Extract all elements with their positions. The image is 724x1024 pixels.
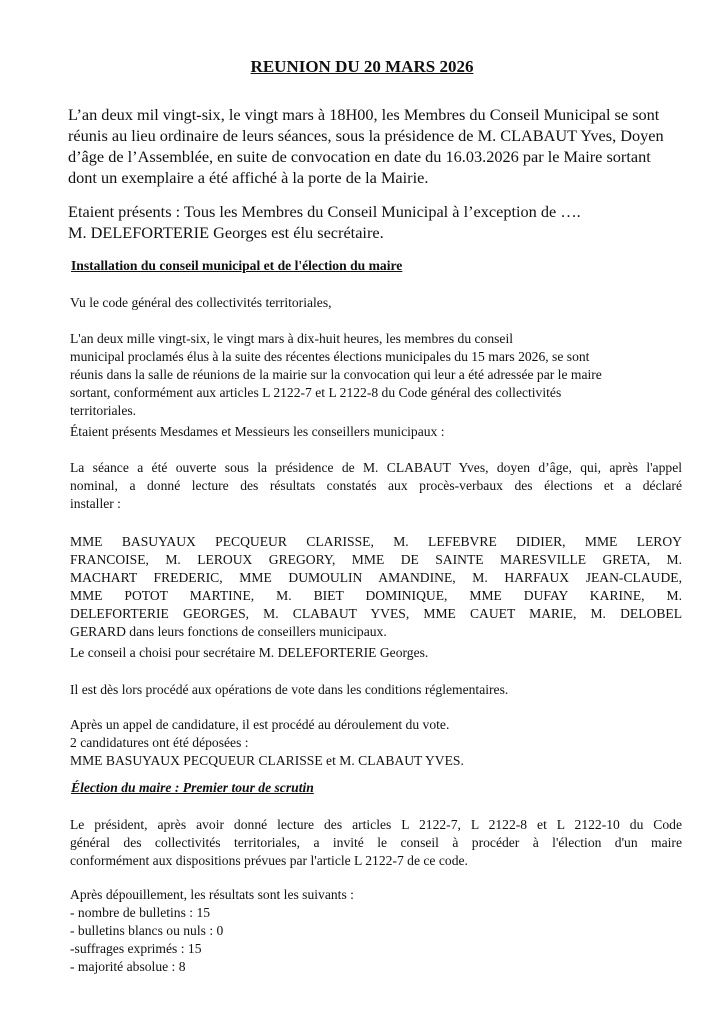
seance-paragraph <box>70 459 682 513</box>
text-line: d’âge de l’Assemblée, en suite de convocation en date du 16.03.2026 par le Maire sortant <box>68 147 651 166</box>
vu-paragraph <box>70 294 682 312</box>
members-paragraph <box>70 533 682 641</box>
result-item: - nombre de bulletins : 15 <box>70 905 211 920</box>
text-line: dont un exemplaire a été affiché à la porte de la Mairie. <box>68 168 429 187</box>
text-line: conformément aux dispositions prévues par l'article L 2122-7 de ce code. <box>70 853 468 868</box>
text-line: réunis au lieu ordinaire de leurs séances, sous la présidence de M. CLABAUT Yves, Doyen <box>68 126 664 145</box>
text-line: MME BASUYAUX PECQUEUR CLARISSE, M. LEFEBVRE DIDIER, MME LEROY <box>70 534 682 549</box>
text-line: territoriales. <box>70 403 137 418</box>
text-line: général des collectivités territoriales, a invité le conseil à procéder à l'élection d'un maire <box>70 835 682 850</box>
text-line: MME BASUYAUX PECQUEUR CLARISSE et M. CLABAUT YVES. <box>70 753 464 768</box>
attendance-paragraph <box>68 201 688 243</box>
presents-paragraph <box>70 423 682 441</box>
text-line: GERARD dans leurs fonctions de conseillers municipaux. <box>70 624 387 639</box>
text-line: Etaient présents : Tous les Membres du Conseil Municipal à l’exception de …. <box>68 202 581 221</box>
text-line: Après dépouillement, les résultats sont les suivants : <box>70 887 354 902</box>
text-line: MME POTOT MARTINE, M. BIET DOMINIQUE, MME DUFAY KARINE, M. <box>70 588 682 603</box>
results-paragraph <box>70 886 682 976</box>
document-title: REUNION DU 20 MARS 2026 <box>250 57 474 76</box>
text-line: nominal, a donné lecture des résultats constatés aux procès-verbaux des élections et a déclaré <box>70 478 682 493</box>
text-line: Le président, après avoir donné lecture des articles L 2122-7, L 2122-8 et L 2122-10 du Code <box>70 817 682 832</box>
result-item: - majorité absolue : 8 <box>70 959 186 974</box>
operations-paragraph <box>70 681 682 699</box>
section-heading-election: Élection du maire : Premier tour de scrutin <box>71 780 314 795</box>
text-line: Après un appel de candidature, il est procédé au déroulement du vote. <box>70 717 450 732</box>
intro-paragraph <box>68 104 688 188</box>
text-line: 2 candidatures ont été déposées : <box>70 735 249 750</box>
text-line: réunis dans la salle de réunions de la mairie sur la convocation qui leur a été adressée par le maire <box>70 367 602 382</box>
text-line: municipal proclamés élus à la suite des récentes élections municipales du 15 mars 2026, se sont <box>70 349 590 364</box>
text-line: FRANCOISE, M. LEROUX GREGORY, MME DE SAINTE MARESVILLE GRETA, M. <box>70 552 682 567</box>
text-line: sortant, conformément aux articles L 2122-7 et L 2122-8 du Code général des collectivités <box>70 385 562 400</box>
text-line: DELEFORTERIE GEORGES, M. CLABAUT YVES, MME CAUET MARIE, M. DELOBEL <box>70 606 682 621</box>
text-line: Il est dès lors procédé aux opérations de vote dans les conditions réglementaires. <box>70 682 509 697</box>
candidatures-paragraph <box>70 716 682 770</box>
text-line: MACHART FREDERIC, MME DUMOULIN AMANDINE, M. HARFAUX JEAN-CLAUDE, <box>70 570 682 585</box>
result-item: -suffrages exprimés : 15 <box>70 941 202 956</box>
text-line: Vu le code général des collectivités territoriales, <box>70 295 332 310</box>
convocation-paragraph <box>70 330 682 420</box>
section-heading-installation: Installation du conseil municipal et de l'élection du maire <box>71 258 403 273</box>
result-item: - bulletins blancs ou nuls : 0 <box>70 923 224 938</box>
text-line: Étaient présents Mesdames et Messieurs les conseillers municipaux : <box>70 424 445 439</box>
text-line: installer : <box>70 496 121 511</box>
text-line: M. DELEFORTERIE Georges est élu secrétaire. <box>68 223 384 242</box>
text-line: L'an deux mille vingt-six, le vingt mars à dix-huit heures, les membres du conseil <box>70 331 514 346</box>
president-paragraph <box>70 816 682 870</box>
text-line: Le conseil a choisi pour secrétaire M. DELEFORTERIE Georges. <box>70 645 429 660</box>
text-line: La séance a été ouverte sous la présidence de M. CLABAUT Yves, doyen d’âge, qui, après l'appel <box>70 460 682 475</box>
secretaire-paragraph <box>70 644 682 662</box>
text-line: L’an deux mil vingt-six, le vingt mars à 18H00, les Membres du Conseil Municipal se sont <box>68 105 660 124</box>
